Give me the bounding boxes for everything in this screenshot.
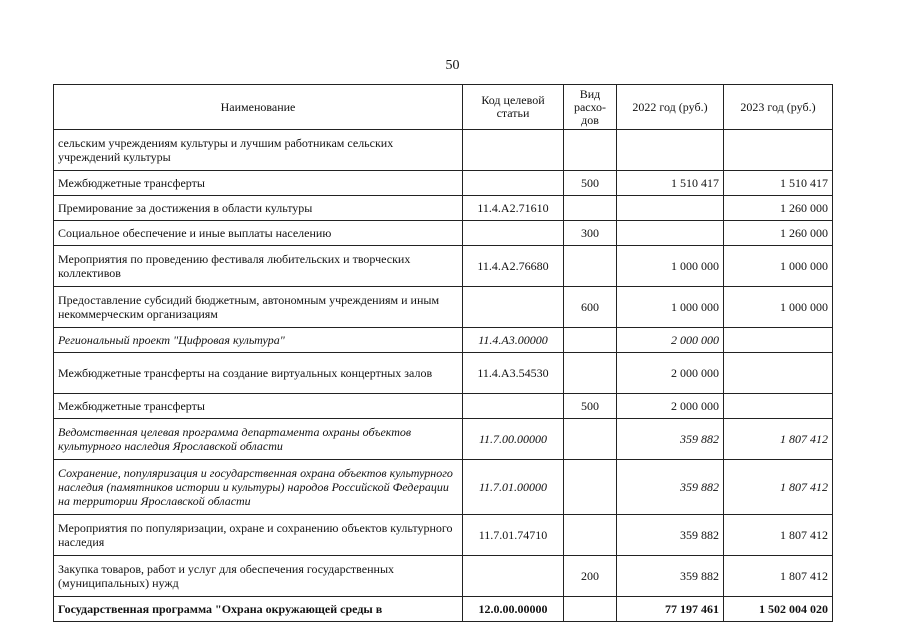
row-code-cell [463,221,564,246]
row-2023-cell: 1 260 000 [724,221,833,246]
row-code-cell [463,171,564,196]
row-2022-cell [617,196,724,221]
row-name-cell: Государственная программа "Охрана окружающей среды в [54,597,463,622]
row-expense-type-cell [564,196,617,221]
page-number: 50 [445,58,460,73]
row-2022-cell: 2 000 000 [617,394,724,419]
row-expense-type-cell [564,515,617,556]
table-row [54,515,833,556]
row-expense-type-cell: 200 [564,556,617,597]
row-2022-cell: 77 197 461 [617,597,724,622]
row-expense-type-cell [564,246,617,287]
row-code-cell: 11.7.00.00000 [463,419,564,460]
row-code-cell [463,130,564,171]
row-code-cell: 11.7.01.74710 [463,515,564,556]
row-code-cell: 12.0.00.00000 [463,597,564,622]
row-2023-cell [724,353,833,394]
table-row [54,328,833,353]
row-2023-cell: 1 807 412 [724,419,833,460]
table-row [54,171,833,196]
row-expense-type-cell [564,419,617,460]
row-2023-cell [724,328,833,353]
row-expense-type-cell [564,460,617,515]
table-row [54,287,833,328]
table-header-row [54,85,833,130]
row-2023-cell: 1 260 000 [724,196,833,221]
row-name-cell: Региональный проект "Цифровая культура" [54,328,463,353]
row-code-cell [463,287,564,328]
row-expense-type-cell: 500 [564,171,617,196]
row-expense-type-cell: 300 [564,221,617,246]
row-2022-cell: 2 000 000 [617,353,724,394]
row-2023-cell: 1 000 000 [724,287,833,328]
row-code-cell: 11.4.A2.71610 [463,196,564,221]
row-name-cell: Предоставление субсидий бюджетным, автономным учреждениям и иным некоммерческим организациям [54,287,463,328]
row-2023-cell: 1 000 000 [724,246,833,287]
row-2023-cell: 1 807 412 [724,515,833,556]
row-name-cell: Межбюджетные трансферты на создание виртуальных концертных залов [54,353,463,394]
row-2022-cell: 1 510 417 [617,171,724,196]
row-name-cell: Сохранение, популяризация и государственная охрана объектов культурного наследия (памятников истории и культуры) народов Российской Федерации на территории Ярославской области [54,460,463,515]
row-name-cell: Премирование за достижения в области культуры [54,196,463,221]
row-name-cell: Межбюджетные трансферты [54,171,463,196]
header-code: Код целевой статьи [463,85,564,130]
row-code-cell: 11.4.A2.76680 [463,246,564,287]
row-2022-cell: 2 000 000 [617,328,724,353]
row-name-cell: Ведомственная целевая программа департамента охраны объектов культурного наследия Ярославской области [54,419,463,460]
table-row [54,597,833,622]
row-2022-cell: 359 882 [617,460,724,515]
row-name-cell: сельским учреждениям культуры и лучшим работникам сельских учреждений культуры [54,130,463,171]
row-name-cell: Мероприятия по популяризации, охране и сохранению объектов культурного наследия [54,515,463,556]
row-2022-cell: 1 000 000 [617,287,724,328]
row-code-cell: 11.4.A3.54530 [463,353,564,394]
table-row [54,221,833,246]
row-2022-cell: 359 882 [617,419,724,460]
table-row [54,246,833,287]
row-code-cell: 11.7.01.00000 [463,460,564,515]
header-expense-type: Вид расхо-дов [564,85,617,130]
table-row [54,394,833,419]
row-2022-cell: 359 882 [617,515,724,556]
row-expense-type-cell [564,597,617,622]
row-2023-cell [724,394,833,419]
row-code-cell [463,394,564,419]
row-2022-cell [617,221,724,246]
table-row [54,196,833,221]
row-2022-cell: 359 882 [617,556,724,597]
table-row [54,556,833,597]
row-2023-cell: 1 502 004 020 [724,597,833,622]
header-2022: 2022 год (руб.) [617,85,724,130]
row-code-cell: 11.4.A3.00000 [463,328,564,353]
row-2022-cell: 1 000 000 [617,246,724,287]
header-name: Наименование [54,85,463,130]
row-expense-type-cell [564,353,617,394]
row-2023-cell: 1 510 417 [724,171,833,196]
row-expense-type-cell: 500 [564,394,617,419]
table-row [54,130,833,171]
row-2023-cell: 1 807 412 [724,460,833,515]
header-2023: 2023 год (руб.) [724,85,833,130]
row-expense-type-cell [564,328,617,353]
row-name-cell: Межбюджетные трансферты [54,394,463,419]
budget-table [53,84,833,622]
row-2023-cell: 1 807 412 [724,556,833,597]
row-expense-type-cell: 600 [564,287,617,328]
row-name-cell: Закупка товаров, работ и услуг для обеспечения государственных (муниципальных) нужд [54,556,463,597]
table-row [54,460,833,515]
table-row [54,419,833,460]
row-code-cell [463,556,564,597]
row-expense-type-cell [564,130,617,171]
row-2023-cell [724,130,833,171]
row-name-cell: Мероприятия по проведению фестиваля любительских и творческих коллективов [54,246,463,287]
row-name-cell: Социальное обеспечение и иные выплаты населению [54,221,463,246]
table-row [54,353,833,394]
row-2022-cell [617,130,724,171]
